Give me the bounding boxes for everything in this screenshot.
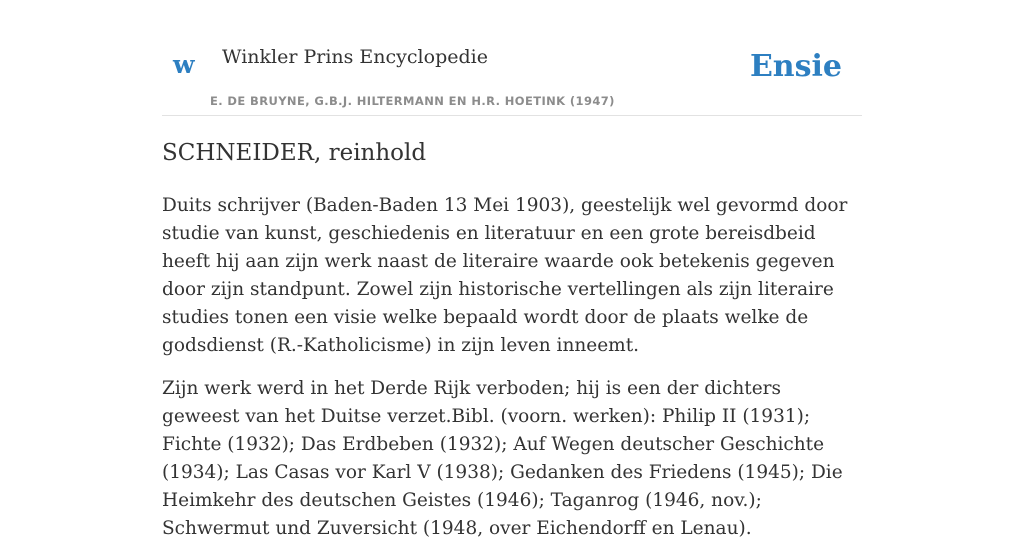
article-page bbox=[162, 0, 862, 539]
publication-title[interactable]: Winkler Prins Encyclopedie bbox=[222, 46, 488, 68]
entry-paragraph: Duits schrijver (Baden-Baden 13 Mei 1903), geestelijk wel gevormd door studie van kunst, geschiedenis en literatuur en een grote bereisdbeid heeft hij aan zijn werk naast de literaire waarde ook betekenis gegeven door zijn standpunt. Zowel zijn historische vertellingen als zijn literaire studies tonen een visie welke bepaald wordt door de plaats welke de godsdienst (R.-Katholicisme) in zijn leven inneemt. bbox=[162, 195, 848, 356]
publication-authors: E. DE BRUYNE, G.B.J. HILTERMANN EN H.R. HOETINK (1947) bbox=[210, 94, 615, 108]
entry-title: SCHNEIDER, reinhold bbox=[162, 140, 427, 166]
publication-logo[interactable]: w bbox=[173, 50, 195, 79]
entry-body bbox=[162, 192, 862, 558]
ensie-brand-logo[interactable]: Ensie bbox=[749, 49, 842, 84]
source-header bbox=[162, 0, 862, 116]
entry-paragraph: Zijn werk werd in het Derde Rijk verboden; hij is een der dichters geweest van het Duitse verzet.Bibl. (voorn. werken): Philip II (1931); Fichte (1932); Das Erdbeben (1932); Auf Wegen deutscher Geschichte (1934); Las Casas vor Karl V (1938); Gedanken des Friedens (1945); Die Heimkehr des deutschen Geistes (1946); Taganrog (1946, nov.); Schwermut und Zuversicht (1948, over Eichendorff en Lenau). bbox=[162, 378, 843, 539]
